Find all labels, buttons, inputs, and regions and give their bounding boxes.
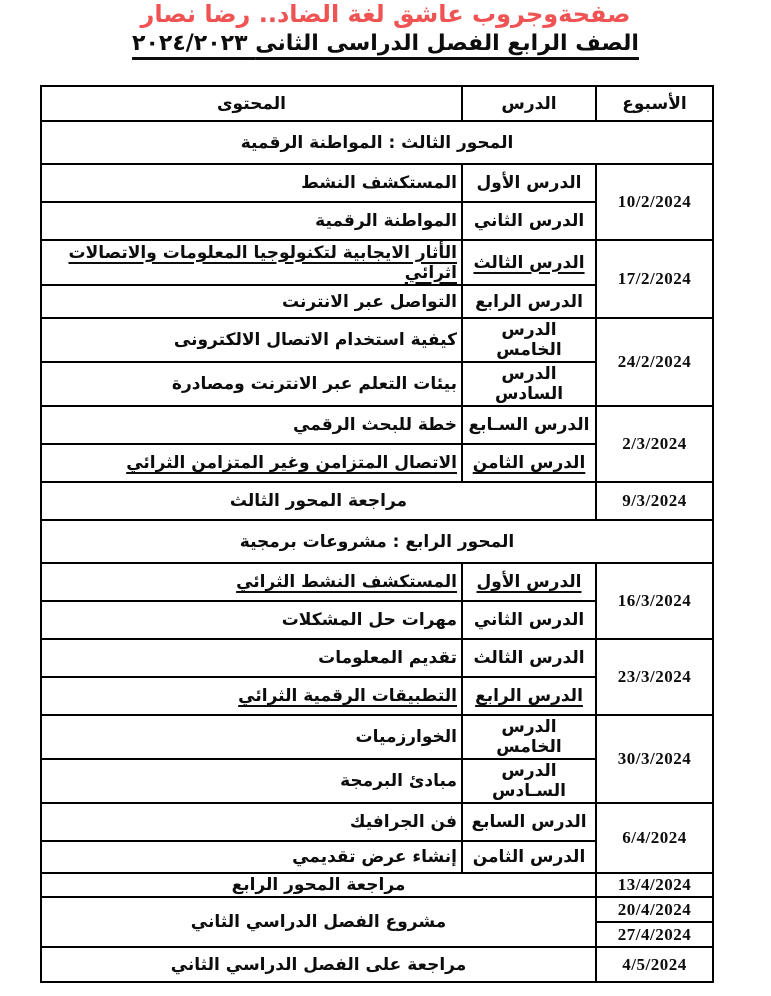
content-cell: الاتصال المتزامن وغير المتزامن الثرائي xyxy=(41,444,462,482)
content-cell: الأثار الايجابية لتكنولوجيا المعلومات والاتصالات اثرائي xyxy=(41,240,462,285)
table-row xyxy=(41,240,713,285)
review-cell: مراجعة المحور الرابع xyxy=(41,873,596,897)
lesson-cell: الدرس الخامس xyxy=(462,318,596,362)
table-row xyxy=(41,318,713,362)
header-week: الأسبوع xyxy=(596,86,713,121)
lesson-cell: الدرس السادس xyxy=(462,362,596,406)
lesson-cell: الدرس الثامن xyxy=(462,444,596,482)
week-cell: 30/3/2024 xyxy=(596,715,713,803)
lesson-cell: الدرس الأول xyxy=(462,164,596,202)
content-cell: المواطنة الرقمية xyxy=(41,202,462,240)
table-header-row xyxy=(41,86,713,121)
table-row xyxy=(41,563,713,601)
content-cell: فن الجرافيك xyxy=(41,803,462,841)
week-cell: 17/2/2024 xyxy=(596,240,713,318)
content-cell: مبادئ البرمجة xyxy=(41,759,462,803)
review-row xyxy=(41,873,713,897)
content-cell: بيئات التعلم عبر الانترنت ومصادرة xyxy=(41,362,462,406)
credit-line: صفحةوجروب عاشق لغة الضاد.. رضا نصار xyxy=(140,0,631,28)
header-lesson: الدرس xyxy=(462,86,596,121)
lesson-cell: الدرس الثامن xyxy=(462,841,596,873)
week-cell: 27/4/2024 xyxy=(596,922,713,947)
table-row xyxy=(41,406,713,444)
review-row xyxy=(41,482,713,520)
week-cell: 4/5/2024 xyxy=(596,947,713,982)
lesson-cell: الدرس السـادس xyxy=(462,759,596,803)
lesson-cell: الدرس الرابع xyxy=(462,677,596,715)
table-row xyxy=(41,803,713,841)
content-cell: المستكشف النشط الثرائي xyxy=(41,563,462,601)
lesson-cell: الدرس الثالث xyxy=(462,639,596,677)
content-cell: مهرات حل المشكلات xyxy=(41,601,462,639)
lesson-cell: الدرس الثاني xyxy=(462,601,596,639)
lesson-cell: الدرس السـابع xyxy=(462,406,596,444)
header-content: المحتوى xyxy=(41,86,462,121)
content-cell: التطبيقات الرقمية الثرائي xyxy=(41,677,462,715)
week-cell: 13/4/2024 xyxy=(596,873,713,897)
week-cell: 2/3/2024 xyxy=(596,406,713,482)
content-cell: تقديم المعلومات xyxy=(41,639,462,677)
content-cell: إنشاء عرض تقديمي xyxy=(41,841,462,873)
table-row xyxy=(41,639,713,677)
table-row xyxy=(41,164,713,202)
week-cell: 24/2/2024 xyxy=(596,318,713,406)
chapter4-band-row xyxy=(41,520,713,563)
content-cell: المستكشف النشط xyxy=(41,164,462,202)
week-cell: 23/3/2024 xyxy=(596,639,713,715)
page-title-years: ٢٠٢٤/٢٠٢٣ xyxy=(132,31,248,56)
lesson-cell: الدرس الثاني xyxy=(462,202,596,240)
chapter3-band-row xyxy=(41,121,713,164)
content-cell: كيفية استخدام الاتصال الالكترونى xyxy=(41,318,462,362)
final-review-cell: مراجعة على الفصل الدراسي الثاني xyxy=(41,947,596,982)
week-cell: 20/4/2024 xyxy=(596,897,713,922)
week-cell: 9/3/2024 xyxy=(596,482,713,520)
content-cell: خطة للبحث الرقمي xyxy=(41,406,462,444)
review-cell: مراجعة المحور الثالث xyxy=(41,482,596,520)
lesson-cell: الدرس الأول xyxy=(462,563,596,601)
project-cell: مشروع الفصل الدراسي الثاني xyxy=(41,897,596,947)
page-title xyxy=(0,29,771,59)
content-cell: الخوارزميات xyxy=(41,715,462,759)
content-cell: التواصل عبر الانترنت xyxy=(41,285,462,318)
chapter3-band: المحور الثالث : المواطنة الرقمية xyxy=(41,121,713,164)
final-review-row xyxy=(41,947,713,982)
chapter4-band: المحور الرابع : مشروعات برمجية xyxy=(41,520,713,563)
page-title-text: الصف الرابع الفصل الدراسى الثانى xyxy=(255,31,639,56)
schedule-table xyxy=(40,85,714,983)
week-cell: 10/2/2024 xyxy=(596,164,713,240)
week-cell: 6/4/2024 xyxy=(596,803,713,873)
lesson-cell: الدرس الثالث xyxy=(462,240,596,285)
lesson-cell: الدرس السابع xyxy=(462,803,596,841)
project-row xyxy=(41,897,713,922)
lesson-cell: الدرس الخامس xyxy=(462,715,596,759)
table-row xyxy=(41,715,713,759)
week-cell: 16/3/2024 xyxy=(596,563,713,639)
lesson-cell: الدرس الرابع xyxy=(462,285,596,318)
